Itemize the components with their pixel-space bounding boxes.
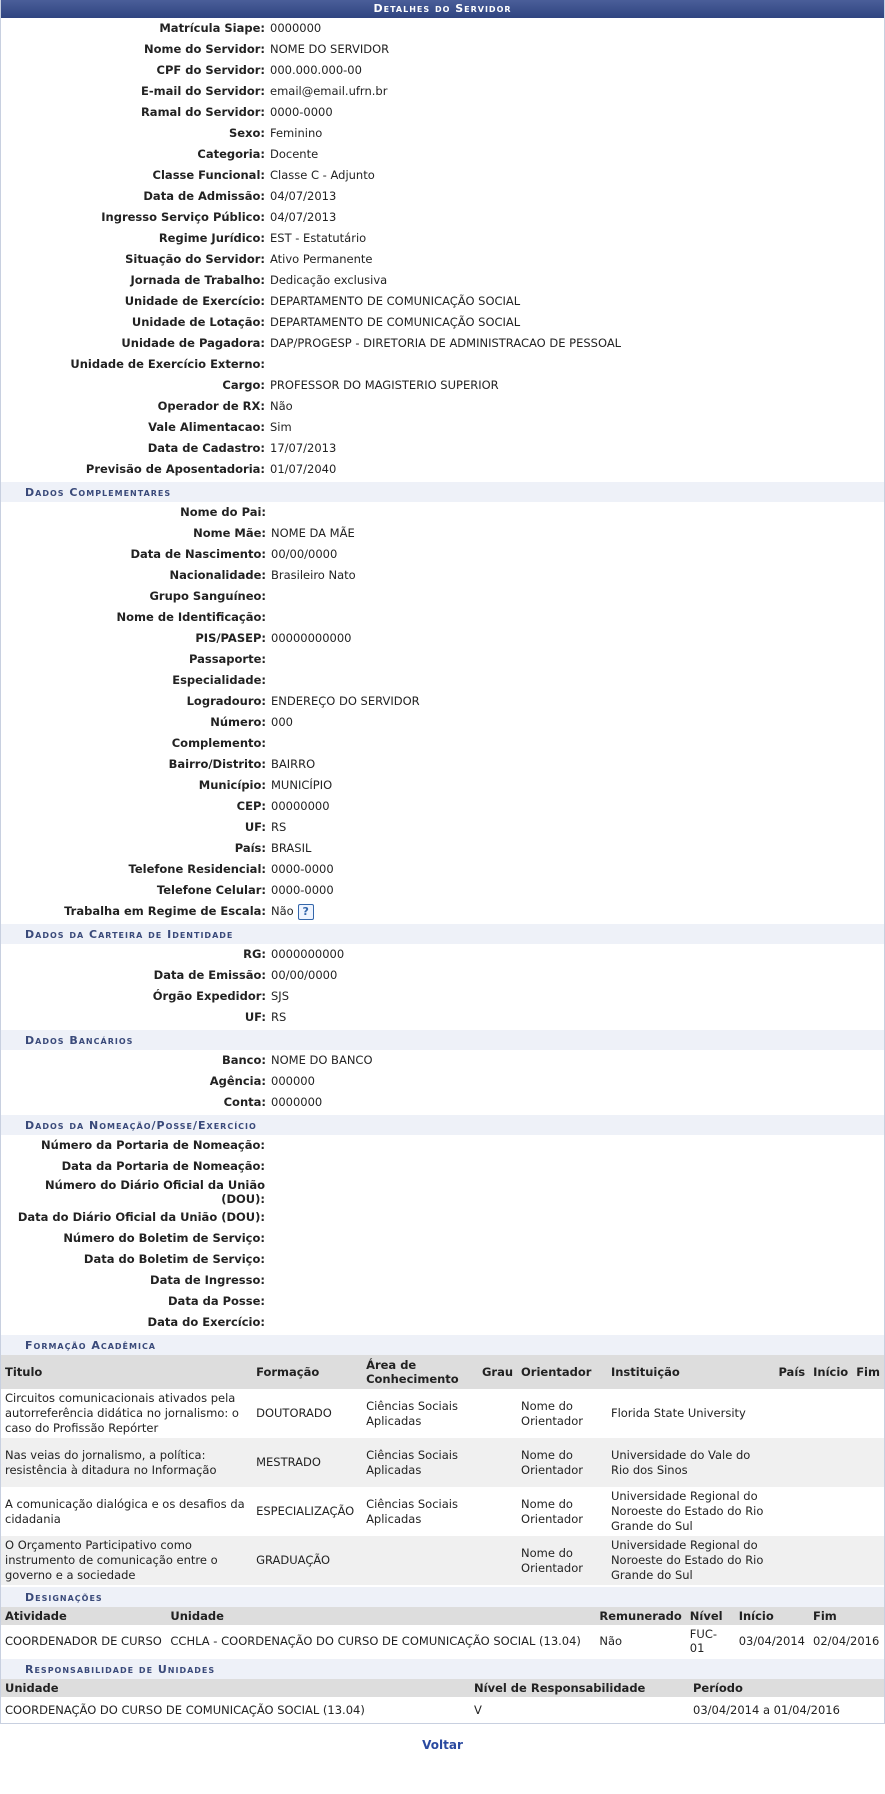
field-value: 0000-0000 bbox=[270, 105, 333, 119]
help-icon[interactable]: ? bbox=[298, 904, 314, 920]
field-row bbox=[1, 523, 884, 544]
field-value: 0000-0000 bbox=[271, 862, 334, 876]
field-label: Número do Diário Oficial da União (DOU): bbox=[45, 1178, 265, 1206]
field-label: Data do Diário Oficial da União (DOU): bbox=[17, 1210, 265, 1224]
field-row bbox=[1, 586, 884, 607]
table-cell: O Orçamento Participativo como instrumento de comunicação entre o governo e a sociedade bbox=[1, 1536, 252, 1585]
field-value bbox=[270, 1228, 884, 1249]
table-cell bbox=[774, 1536, 809, 1585]
field-row bbox=[1, 270, 884, 291]
field-value bbox=[270, 1312, 884, 1333]
field-row bbox=[1, 986, 884, 1007]
field-value: 000.000.000-00 bbox=[270, 63, 362, 77]
field-row bbox=[1, 396, 884, 417]
field-row bbox=[1, 186, 884, 207]
table-cell bbox=[774, 1438, 809, 1487]
field-label: Banco: bbox=[221, 1053, 266, 1067]
field-row bbox=[1, 859, 884, 880]
identidade-fields bbox=[1, 944, 884, 1028]
field-label: Unidade de Exercício Externo: bbox=[70, 357, 265, 371]
table-cell: Circuitos comunicacionais ativados pela autorreferência didática no jornalismo: o caso do Profissão Repórter bbox=[5, 1391, 239, 1435]
field-value: email@email.ufrn.br bbox=[270, 84, 388, 98]
field-label: Município: bbox=[198, 778, 266, 792]
table-cell: 03/04/2014 a 01/04/2016 bbox=[693, 1703, 840, 1717]
field-row bbox=[1, 565, 884, 586]
table-row bbox=[1, 1697, 884, 1723]
field-row bbox=[1, 60, 884, 81]
field-value: EST - Estatutário bbox=[270, 231, 367, 245]
field-row bbox=[1, 502, 884, 523]
field-row bbox=[1, 775, 884, 796]
column-header: Início bbox=[735, 1607, 809, 1625]
field-row bbox=[1, 333, 884, 354]
field-row bbox=[1, 1249, 884, 1270]
field-label: CEP: bbox=[236, 799, 266, 813]
table-cell: Universidade do Vale do Rio dos Sinos bbox=[607, 1438, 774, 1487]
table-cell: 02/04/2016 bbox=[813, 1634, 880, 1648]
bancarios-fields bbox=[1, 1050, 884, 1113]
table-cell bbox=[852, 1487, 884, 1536]
field-label: Classe Funcional: bbox=[152, 168, 265, 182]
field-value: 00000000 bbox=[271, 799, 330, 813]
field-label: Conta: bbox=[223, 1095, 266, 1109]
field-row bbox=[1, 312, 884, 333]
field-value: NOME DO BANCO bbox=[271, 1053, 373, 1067]
field-label: CPF do Servidor: bbox=[156, 63, 265, 77]
field-label: Nome Mãe: bbox=[193, 526, 266, 540]
field-label: Data do Exercício: bbox=[147, 1315, 265, 1329]
column-header: Fim bbox=[852, 1355, 884, 1389]
column-header: País bbox=[774, 1355, 809, 1389]
section-title-formacao: Formação Acadêmica bbox=[1, 1335, 884, 1355]
field-row bbox=[1, 1270, 884, 1291]
field-value: NOME DO SERVIDOR bbox=[270, 42, 390, 56]
field-label: Passaporte: bbox=[188, 652, 266, 666]
column-header: Titulo bbox=[1, 1355, 252, 1389]
field-value bbox=[270, 1270, 884, 1291]
field-value bbox=[270, 1207, 884, 1228]
column-header: Grau bbox=[478, 1355, 517, 1389]
field-row bbox=[1, 249, 884, 270]
field-label: Data de Cadastro: bbox=[147, 441, 265, 455]
table-cell bbox=[362, 1536, 478, 1585]
field-row bbox=[1, 228, 884, 249]
field-label: Unidade de Exercício: bbox=[124, 294, 265, 308]
field-label: Regime Jurídico: bbox=[158, 231, 265, 245]
field-label: Grupo Sanguíneo: bbox=[149, 589, 266, 603]
complementares-fields bbox=[1, 502, 884, 901]
column-header: Nível bbox=[686, 1607, 735, 1625]
field-row bbox=[1, 39, 884, 60]
field-label: Número do Boletim de Serviço: bbox=[63, 1231, 265, 1245]
table-cell: FUC-01 bbox=[689, 1627, 717, 1655]
field-row bbox=[1, 733, 884, 754]
table-row bbox=[1, 1625, 884, 1657]
field-value: Não bbox=[270, 399, 293, 413]
table-cell: Universidade Regional do Noroeste do Estado do Rio Grande do Sul bbox=[610, 1489, 764, 1533]
field-row bbox=[1, 123, 884, 144]
nomeacao-fields bbox=[1, 1135, 884, 1333]
field-value: MUNICÍPIO bbox=[271, 778, 333, 792]
field-value: 0000000 bbox=[270, 21, 322, 35]
column-header: Unidade bbox=[166, 1607, 595, 1625]
table-cell: Universidade Regional do Noroeste do Estado do Rio Grande do Sul bbox=[607, 1536, 774, 1585]
responsabilidade-table bbox=[1, 1679, 884, 1723]
field-label: Telefone Celular: bbox=[156, 883, 266, 897]
table-cell bbox=[852, 1536, 884, 1585]
field-value: Classe C - Adjunto bbox=[270, 168, 375, 182]
field-value: BAIRRO bbox=[271, 757, 316, 771]
column-header: Atividade bbox=[1, 1607, 166, 1625]
field-label: Agência: bbox=[209, 1074, 266, 1088]
field-value: NOME DA MÃE bbox=[271, 526, 355, 540]
field-row bbox=[1, 1177, 884, 1207]
field-row bbox=[1, 165, 884, 186]
field-value: RS bbox=[271, 820, 287, 834]
table-cell: Ciências Sociais Aplicadas bbox=[366, 1496, 458, 1526]
field-row bbox=[1, 796, 884, 817]
field-label: UF: bbox=[244, 1010, 266, 1024]
table-cell bbox=[809, 1536, 852, 1585]
field-row bbox=[1, 544, 884, 565]
field-label: Número: bbox=[210, 715, 266, 729]
table-cell: MESTRADO bbox=[252, 1438, 362, 1487]
field-label: Órgão Expedidor: bbox=[152, 989, 266, 1003]
column-header: Nível de Responsabilidade bbox=[470, 1679, 689, 1697]
field-label: Vale Alimentacao: bbox=[148, 420, 265, 434]
field-row bbox=[1, 144, 884, 165]
section-title-bancarios: Dados Bancários bbox=[1, 1030, 884, 1050]
field-value bbox=[270, 1291, 884, 1312]
field-value bbox=[270, 1249, 884, 1270]
table-cell: Nome do Orientador bbox=[517, 1438, 607, 1487]
field-row bbox=[1, 1135, 884, 1156]
field-value: Ativo Permanente bbox=[270, 252, 373, 266]
field-label: Data da Portaria de Nomeação: bbox=[61, 1159, 265, 1173]
field-label: Matrícula Siape: bbox=[159, 21, 265, 35]
table-cell: V bbox=[474, 1703, 482, 1717]
column-header: Fim bbox=[809, 1607, 884, 1625]
field-value: 00/00/0000 bbox=[271, 968, 338, 982]
field-value bbox=[271, 649, 884, 670]
table-cell: Nome do Orientador bbox=[521, 1398, 583, 1428]
field-label: Nome do Pai: bbox=[180, 505, 266, 519]
field-value bbox=[271, 502, 884, 523]
field-label: País: bbox=[234, 841, 266, 855]
field-row bbox=[1, 944, 884, 965]
field-label: Nome de Identificação: bbox=[116, 610, 266, 624]
field-label: Situação do Servidor: bbox=[125, 252, 265, 266]
table-cell: 03/04/2014 bbox=[738, 1634, 805, 1648]
field-label: Categoria: bbox=[197, 147, 265, 161]
field-row bbox=[1, 691, 884, 712]
field-label: Trabalha em Regime de Escala: bbox=[64, 904, 266, 918]
section-title-identidade: Dados da Carteira de Identidade bbox=[1, 924, 884, 944]
field-label: RG: bbox=[243, 947, 266, 961]
section-title-complementares: Dados Complementares bbox=[1, 482, 884, 502]
field-row bbox=[1, 1312, 884, 1333]
field-value: 00/00/0000 bbox=[271, 547, 338, 561]
field-value bbox=[270, 1135, 884, 1156]
field-label: Data de Nascimento: bbox=[130, 547, 266, 561]
field-row bbox=[1, 817, 884, 838]
field-row bbox=[1, 1050, 884, 1071]
table-cell: DOUTORADO bbox=[256, 1406, 332, 1420]
designacoes-table bbox=[1, 1607, 884, 1657]
table-cell: Florida State University bbox=[610, 1406, 746, 1420]
field-row bbox=[1, 417, 884, 438]
field-value: DEPARTAMENTO DE COMUNICAÇÃO SOCIAL bbox=[270, 294, 521, 308]
field-label: Operador de RX: bbox=[157, 399, 265, 413]
field-value: ENDEREÇO DO SERVIDOR bbox=[271, 694, 420, 708]
table-cell: Nome do Orientador bbox=[521, 1496, 583, 1526]
table-row bbox=[1, 1438, 884, 1487]
field-value bbox=[271, 901, 884, 922]
table-cell: Não bbox=[599, 1634, 623, 1648]
field-row-escala bbox=[1, 901, 884, 922]
field-row bbox=[1, 207, 884, 228]
field-value: Dedicação exclusiva bbox=[270, 273, 388, 287]
field-row bbox=[1, 965, 884, 986]
table-cell: COORDENADOR DE CURSO bbox=[5, 1634, 162, 1648]
field-label: Nome do Servidor: bbox=[143, 42, 265, 56]
field-label: Sexo: bbox=[229, 126, 265, 140]
table-cell bbox=[774, 1487, 809, 1536]
field-row bbox=[1, 628, 884, 649]
table-cell: COORDENAÇÃO DO CURSO DE COMUNICAÇÃO SOCIAL (13.04) bbox=[5, 1703, 365, 1717]
field-row bbox=[1, 1207, 884, 1228]
column-header: Formação bbox=[252, 1355, 362, 1389]
field-label: Cargo: bbox=[222, 378, 265, 392]
field-label: Nacionalidade: bbox=[169, 568, 266, 582]
field-row bbox=[1, 1092, 884, 1113]
column-header: Remunerado bbox=[595, 1607, 685, 1625]
voltar-link[interactable]: Voltar bbox=[422, 1738, 463, 1752]
section-title-responsabilidade: Responsabilidade de Unidades bbox=[1, 1659, 884, 1679]
field-value bbox=[270, 1156, 884, 1177]
field-value: PROFESSOR DO MAGISTERIO SUPERIOR bbox=[270, 378, 499, 392]
table-cell bbox=[478, 1389, 517, 1438]
field-row bbox=[1, 1071, 884, 1092]
field-label: Ramal do Servidor: bbox=[140, 105, 265, 119]
field-value bbox=[270, 354, 884, 375]
field-label: Logradouro: bbox=[186, 694, 266, 708]
field-value: BRASIL bbox=[271, 841, 312, 855]
field-row bbox=[1, 438, 884, 459]
field-value: SJS bbox=[271, 989, 289, 1003]
field-value: 04/07/2013 bbox=[270, 189, 337, 203]
field-value: RS bbox=[271, 1010, 287, 1024]
field-value: DAP/PROGESP - DIRETORIA DE ADMINISTRACAO DE PESSOAL bbox=[270, 336, 622, 350]
field-row bbox=[1, 18, 884, 39]
field-value: DEPARTAMENTO DE COMUNICAÇÃO SOCIAL bbox=[270, 315, 521, 329]
table-cell bbox=[809, 1438, 852, 1487]
column-header: Área de Conhecimento bbox=[362, 1355, 478, 1389]
field-row bbox=[1, 607, 884, 628]
table-cell: GRADUAÇÃO bbox=[252, 1536, 362, 1585]
field-row bbox=[1, 459, 884, 480]
section-title-designacoes: Designações bbox=[1, 1587, 884, 1607]
field-value: 0000-0000 bbox=[271, 883, 334, 897]
field-value: Docente bbox=[270, 147, 319, 161]
field-label: Unidade de Pagadora: bbox=[121, 336, 265, 350]
field-row bbox=[1, 1228, 884, 1249]
table-row bbox=[1, 1487, 884, 1536]
field-row bbox=[1, 102, 884, 123]
column-header: Instituição bbox=[607, 1355, 774, 1389]
field-label: Unidade de Lotação: bbox=[131, 315, 265, 329]
field-label: Data do Boletim de Serviço: bbox=[83, 1252, 265, 1266]
field-value: 0000000 bbox=[271, 1095, 323, 1109]
servidor-fields bbox=[1, 18, 884, 480]
column-header: Início bbox=[809, 1355, 852, 1389]
table-cell: ESPECIALIZAÇÃO bbox=[256, 1504, 355, 1518]
field-row bbox=[1, 291, 884, 312]
field-label: Jornada de Trabalho: bbox=[130, 273, 265, 287]
column-header: Unidade bbox=[1, 1679, 470, 1697]
field-label: PIS/PASEP: bbox=[195, 631, 266, 645]
field-row bbox=[1, 1156, 884, 1177]
field-label: Data de Ingresso: bbox=[150, 1273, 265, 1287]
page-title: Detalhes do Servidor bbox=[1, 0, 884, 18]
field-value: 0000000000 bbox=[271, 947, 345, 961]
field-value: Sim bbox=[270, 420, 292, 434]
field-value: 00000000000 bbox=[271, 631, 352, 645]
field-row bbox=[1, 838, 884, 859]
field-row bbox=[1, 1291, 884, 1312]
field-label: Bairro/Distrito: bbox=[168, 757, 266, 771]
field-label: Previsão de Aposentadoria: bbox=[85, 462, 265, 476]
footer bbox=[0, 1724, 885, 1752]
field-row bbox=[1, 670, 884, 691]
field-value: 17/07/2013 bbox=[270, 441, 337, 455]
table-cell: Nome do Orientador bbox=[517, 1536, 607, 1585]
table-cell bbox=[774, 1389, 809, 1438]
table-cell bbox=[852, 1438, 884, 1487]
field-row bbox=[1, 81, 884, 102]
field-value: 04/07/2013 bbox=[270, 210, 337, 224]
field-row bbox=[1, 1007, 884, 1028]
field-value bbox=[271, 586, 884, 607]
table-cell: Nas veias do jornalismo, a política: resistência à ditadura no Informação bbox=[1, 1438, 252, 1487]
field-label: Data da Posse: bbox=[168, 1294, 265, 1308]
column-header: Período bbox=[689, 1679, 884, 1697]
field-label: E-mail do Servidor: bbox=[141, 84, 265, 98]
table-row bbox=[1, 1389, 884, 1438]
field-row bbox=[1, 754, 884, 775]
field-value bbox=[271, 607, 884, 628]
field-value bbox=[271, 733, 884, 754]
field-label: Data de Emissão: bbox=[153, 968, 266, 982]
column-header: Orientador bbox=[517, 1355, 607, 1389]
field-value: 000 bbox=[271, 715, 293, 729]
table-row bbox=[1, 1536, 884, 1585]
field-row bbox=[1, 375, 884, 396]
field-row bbox=[1, 880, 884, 901]
table-cell: Ciências Sociais Aplicadas bbox=[366, 1398, 458, 1428]
table-cell: CCHLA - COORDENAÇÃO DO CURSO DE COMUNICAÇÃO SOCIAL (13.04) bbox=[170, 1634, 581, 1648]
field-value bbox=[271, 670, 884, 691]
table-cell: Ciências Sociais Aplicadas bbox=[362, 1438, 478, 1487]
field-value: Feminino bbox=[270, 126, 323, 140]
field-label: Número da Portaria de Nomeação: bbox=[41, 1138, 265, 1152]
field-value: 01/07/2040 bbox=[270, 462, 337, 476]
table-cell: A comunicação dialógica e os desafios da cidadania bbox=[5, 1496, 245, 1526]
field-row bbox=[1, 354, 884, 375]
field-label: Data de Admissão: bbox=[143, 189, 265, 203]
escala-value: Não bbox=[271, 904, 294, 918]
field-row bbox=[1, 712, 884, 733]
field-label: Ingresso Serviço Público: bbox=[101, 210, 265, 224]
formacao-table bbox=[1, 1355, 884, 1585]
table-cell bbox=[478, 1438, 517, 1487]
field-row bbox=[1, 649, 884, 670]
field-value: Brasileiro Nato bbox=[271, 568, 356, 582]
field-value bbox=[270, 1177, 884, 1207]
field-label: Especialidade: bbox=[172, 673, 266, 687]
field-label: UF: bbox=[244, 820, 266, 834]
table-cell bbox=[809, 1389, 852, 1438]
table-cell bbox=[809, 1487, 852, 1536]
field-value: 000000 bbox=[271, 1074, 315, 1088]
field-label: Telefone Residencial: bbox=[128, 862, 266, 876]
section-title-nomeacao: Dados da Nomeação/Posse/Exercício bbox=[1, 1115, 884, 1135]
table-cell bbox=[478, 1536, 517, 1585]
field-label: Complemento: bbox=[171, 736, 266, 750]
table-cell bbox=[478, 1487, 517, 1536]
table-cell bbox=[852, 1389, 884, 1438]
